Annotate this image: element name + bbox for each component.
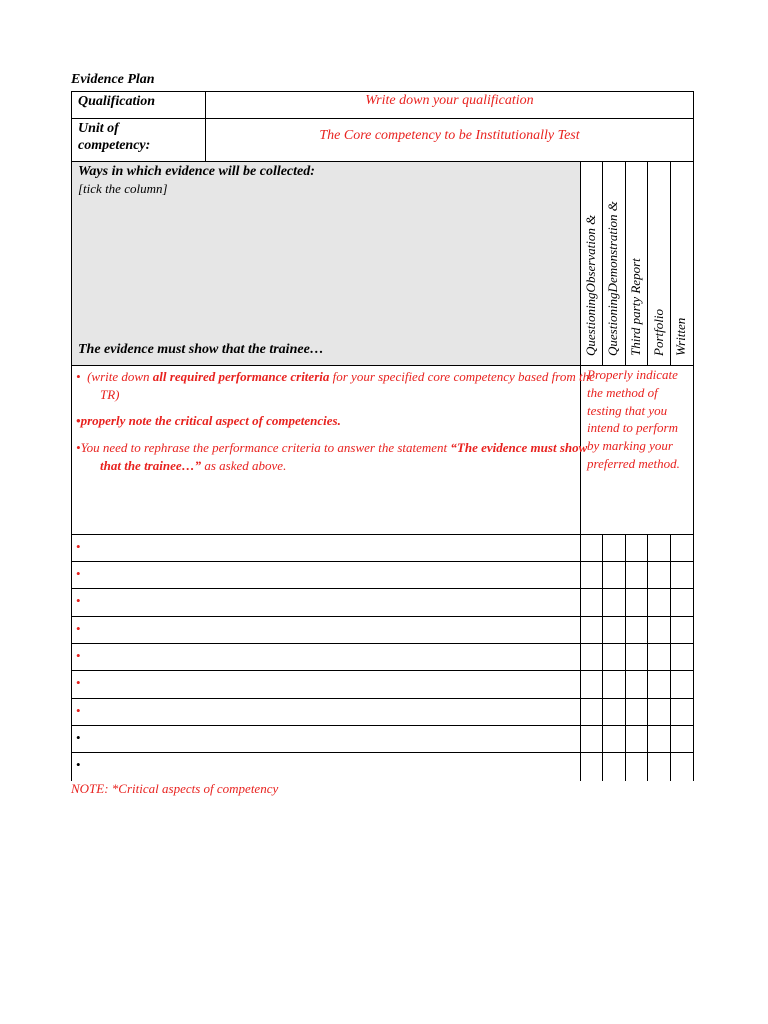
- tick-cell[interactable]: [626, 535, 647, 561]
- tick-cell[interactable]: [603, 617, 625, 643]
- ways-subheading: [tick the column]: [78, 181, 168, 196]
- tick-cell[interactable]: [648, 699, 670, 725]
- tick-cell[interactable]: [626, 617, 647, 643]
- tick-cell[interactable]: [626, 589, 647, 615]
- tick-cell[interactable]: [603, 535, 625, 561]
- ways-heading: Ways in which evidence will be collected:: [78, 164, 315, 179]
- tick-cell[interactable]: [581, 753, 602, 779]
- qualification-label: Qualification: [78, 94, 156, 109]
- method-header-written: Written: [673, 317, 688, 356]
- unit-label-line2: competency:: [78, 138, 151, 153]
- tick-cell[interactable]: [671, 671, 693, 697]
- tick-cell[interactable]: [603, 644, 625, 670]
- row-bullet: •: [76, 757, 81, 772]
- method-header-demonstration: QuestioningDemonstration &: [605, 201, 620, 356]
- criteria-item-1: • (write down all required performance criteria for your specified core competency based from the TR): [76, 369, 595, 402]
- criteria-item-2: •properly note the critical aspect of competencies.: [76, 413, 341, 428]
- row-bullet: •: [76, 730, 81, 745]
- row-bullet: •: [76, 539, 81, 554]
- method-instruction-note: Properly indicate the method of testing that you intend to perform by marking your preferred method.: [587, 367, 680, 471]
- tick-cell[interactable]: [626, 644, 647, 670]
- tick-cell[interactable]: [648, 644, 670, 670]
- tick-cell[interactable]: [648, 726, 670, 752]
- row-bullet: •: [76, 621, 81, 636]
- unit-value[interactable]: The Core competency to be Institutionally Test: [319, 128, 580, 143]
- page-title: Evidence Plan: [71, 72, 155, 87]
- tick-cell[interactable]: [648, 671, 670, 697]
- tick-cell[interactable]: [581, 644, 602, 670]
- tick-cell[interactable]: [671, 562, 693, 588]
- row-bullet: •: [76, 648, 81, 663]
- tick-cell[interactable]: [581, 699, 602, 725]
- tick-cell[interactable]: [671, 589, 693, 615]
- tick-cell[interactable]: [671, 617, 693, 643]
- tick-cell[interactable]: [603, 562, 625, 588]
- row-bullet: •: [76, 703, 81, 718]
- tick-cell[interactable]: [581, 671, 602, 697]
- tick-cell[interactable]: [671, 699, 693, 725]
- tick-cell[interactable]: [648, 535, 670, 561]
- tick-cell[interactable]: [603, 589, 625, 615]
- tick-cell[interactable]: [603, 726, 625, 752]
- tick-cell[interactable]: [626, 753, 647, 779]
- unit-label-line1: Unit of: [78, 121, 119, 136]
- tick-cell[interactable]: [603, 671, 625, 697]
- tick-cell[interactable]: [671, 753, 693, 779]
- tick-cell[interactable]: [671, 535, 693, 561]
- tick-cell[interactable]: [626, 726, 647, 752]
- row-bullet: •: [76, 593, 81, 608]
- tick-cell[interactable]: [581, 617, 602, 643]
- tick-cell[interactable]: [626, 699, 647, 725]
- tick-cell[interactable]: [648, 562, 670, 588]
- method-header-third-party: Third party Report: [628, 258, 643, 356]
- tick-cell[interactable]: [626, 562, 647, 588]
- tick-cell[interactable]: [603, 699, 625, 725]
- tick-cell[interactable]: [581, 589, 602, 615]
- tick-cell[interactable]: [581, 562, 602, 588]
- tick-cell[interactable]: [581, 535, 602, 561]
- tick-cell[interactable]: [603, 753, 625, 779]
- tick-cell[interactable]: [671, 644, 693, 670]
- method-header-observation: QuestioningObservation &: [583, 214, 598, 356]
- method-header-portfolio: Portfolio: [651, 309, 666, 356]
- criteria-item-3: •You need to rephrase the performance criteria to answer the statement “The evidence must show that the trainee…” as asked above.: [76, 440, 588, 473]
- qualification-value[interactable]: Write down your qualification: [365, 93, 534, 108]
- footer-note: NOTE: *Critical aspects of competency: [71, 781, 279, 796]
- evidence-statement: The evidence must show that the trainee…: [78, 342, 324, 357]
- tick-cell[interactable]: [648, 753, 670, 779]
- row-bullet: •: [76, 566, 81, 581]
- row-bullet: •: [76, 675, 81, 690]
- tick-cell[interactable]: [581, 726, 602, 752]
- tick-cell[interactable]: [648, 617, 670, 643]
- tick-cell[interactable]: [648, 589, 670, 615]
- tick-cell[interactable]: [626, 671, 647, 697]
- tick-cell[interactable]: [671, 726, 693, 752]
